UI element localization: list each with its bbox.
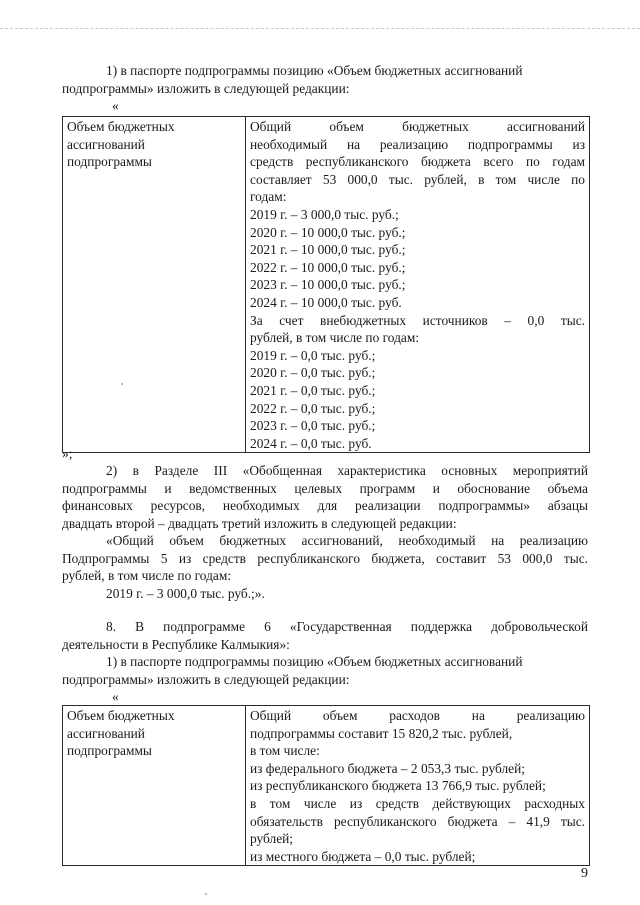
scan-speck [121, 383, 123, 385]
table1-value-line: средств республиканского бюджета всего по годам [250, 154, 585, 170]
table1-value-line: 2019 г. – 0,0 тыс. руб.; [250, 347, 376, 363]
table1-value-line: составляет 53 000,0 тыс. рублей, в том числе по [250, 171, 585, 187]
table1-value-line: 2024 г. – 10 000,0 тыс. руб. [250, 294, 402, 310]
section3-intro-line2: подпрограммы» изложить в следующей редакции: [62, 671, 350, 687]
table1-value-line: годам: [250, 189, 287, 205]
table1-value-line: рублей, в том числе по годам: [250, 330, 420, 346]
table2-value-line: подпрограммы составит 15 820,2 тыс. рублей, [250, 725, 513, 741]
table2-value-line: из федерального бюджета – 2 053,3 тыс. рублей; [250, 760, 525, 776]
table2-label-cell [63, 706, 246, 866]
table1-value-line: 2022 г. – 10 000,0 тыс. руб.; [250, 259, 406, 275]
section1-close-quote: »; [62, 446, 73, 461]
table2-value-line: Общий объем расходов на реализацию [250, 708, 585, 723]
table1-value-line: 2021 г. – 10 000,0 тыс. руб.; [250, 242, 406, 258]
table2-value-line: в том числе: [250, 743, 320, 759]
section1-open-quote: « [112, 98, 119, 113]
table1-label-cell [63, 117, 246, 453]
section1-intro-line2: подпрограммы» изложить в следующей редакции: [62, 80, 350, 96]
table1-label-line: подпрограммы [67, 154, 152, 170]
table1-label-line: Объем бюджетных [67, 119, 175, 134]
table2-value-cell [246, 706, 590, 866]
table1-value-line: Общий объем бюджетных ассигнований [250, 119, 585, 134]
section2-year-line: 2019 г. – 3 000,0 тыс. руб.;». [106, 585, 265, 601]
passport-table-2 [62, 705, 590, 866]
table2-value-line: в том числе из средств действующих расходных [250, 795, 585, 811]
section3-paragraph [62, 618, 588, 688]
table1-value-line: 2024 г. – 0,0 тыс. руб. [250, 435, 372, 451]
table1-value-cell [246, 117, 590, 453]
table1-value-line: 2021 г. – 0,0 тыс. руб.; [250, 382, 376, 398]
section2-quote-line: Подпрограммы 5 из средств республиканского бюджета, составит 53 000,0 тыс. [62, 550, 588, 566]
table1-value-line: 2020 г. – 0,0 тыс. руб.; [250, 365, 376, 381]
section2-paragraph [62, 462, 588, 602]
table2-label-line: ассигнований [67, 725, 145, 741]
passport-table-1 [62, 116, 590, 453]
table2-label-line: Объем бюджетных [67, 708, 175, 723]
table1-label-line: ассигнований [67, 136, 145, 152]
scan-top-edge [0, 28, 640, 30]
table1-value-line: 2022 г. – 0,0 тыс. руб.; [250, 400, 376, 416]
table2-value-line: из республиканского бюджета 13 766,9 тыс. рублей; [250, 778, 546, 794]
table1-value-line: 2023 г. – 10 000,0 тыс. руб.; [250, 277, 406, 293]
section2-line: двадцать второй – двадцать третий изложить в следующей редакции: [62, 515, 457, 531]
section2-line: 2) в Разделе III «Обобщенная характеристика основных мероприятий [106, 463, 588, 478]
table2-value-line: обязательств республиканского бюджета – 41,9 тыс. [250, 813, 585, 829]
section3-line: 8. В подпрограмме 6 «Государственная поддержка добровольческой [106, 619, 588, 634]
section3-intro-line1: 1) в паспорте подпрограммы позицию «Объем бюджетных ассигнований [106, 654, 523, 669]
section2-quote-line: «Общий объем бюджетных ассигнований, необходимый на реализацию [106, 533, 588, 548]
table1-value-line: 2020 г. – 10 000,0 тыс. руб.; [250, 224, 406, 240]
table1-value-line: 2023 г. – 0,0 тыс. руб.; [250, 418, 376, 434]
section2-quote-line: рублей, в том числе по годам: [62, 568, 232, 583]
section1-intro [62, 62, 588, 97]
section3-open-quote: « [112, 689, 119, 704]
table1-value-line: необходимый на реализацию подпрограммы из [250, 136, 585, 152]
table2-value-line: рублей; [250, 831, 294, 847]
section1-intro-line1: 1) в паспорте подпрограммы позицию «Объем бюджетных ассигнований [106, 63, 523, 78]
table2-value-line: из местного бюджета – 0,0 тыс. рублей; [250, 848, 476, 864]
table1-value-line: 2019 г. – 3 000,0 тыс. руб.; [250, 206, 399, 222]
section3-line: деятельности в Республике Калмыкия»: [62, 636, 290, 652]
scan-speck [205, 893, 207, 895]
table2-label-line: подпрограммы [67, 743, 152, 759]
section2-line: финансовых ресурсов, необходимых для реализации подпрограммы» абзацы [62, 498, 588, 513]
page-number: 9 [581, 866, 588, 881]
section2-line: подпрограммы и ведомственных целевых программ и обоснование объема [62, 480, 588, 496]
table1-value-line: За счет внебюджетных источников – 0,0 тыс. [250, 312, 585, 328]
